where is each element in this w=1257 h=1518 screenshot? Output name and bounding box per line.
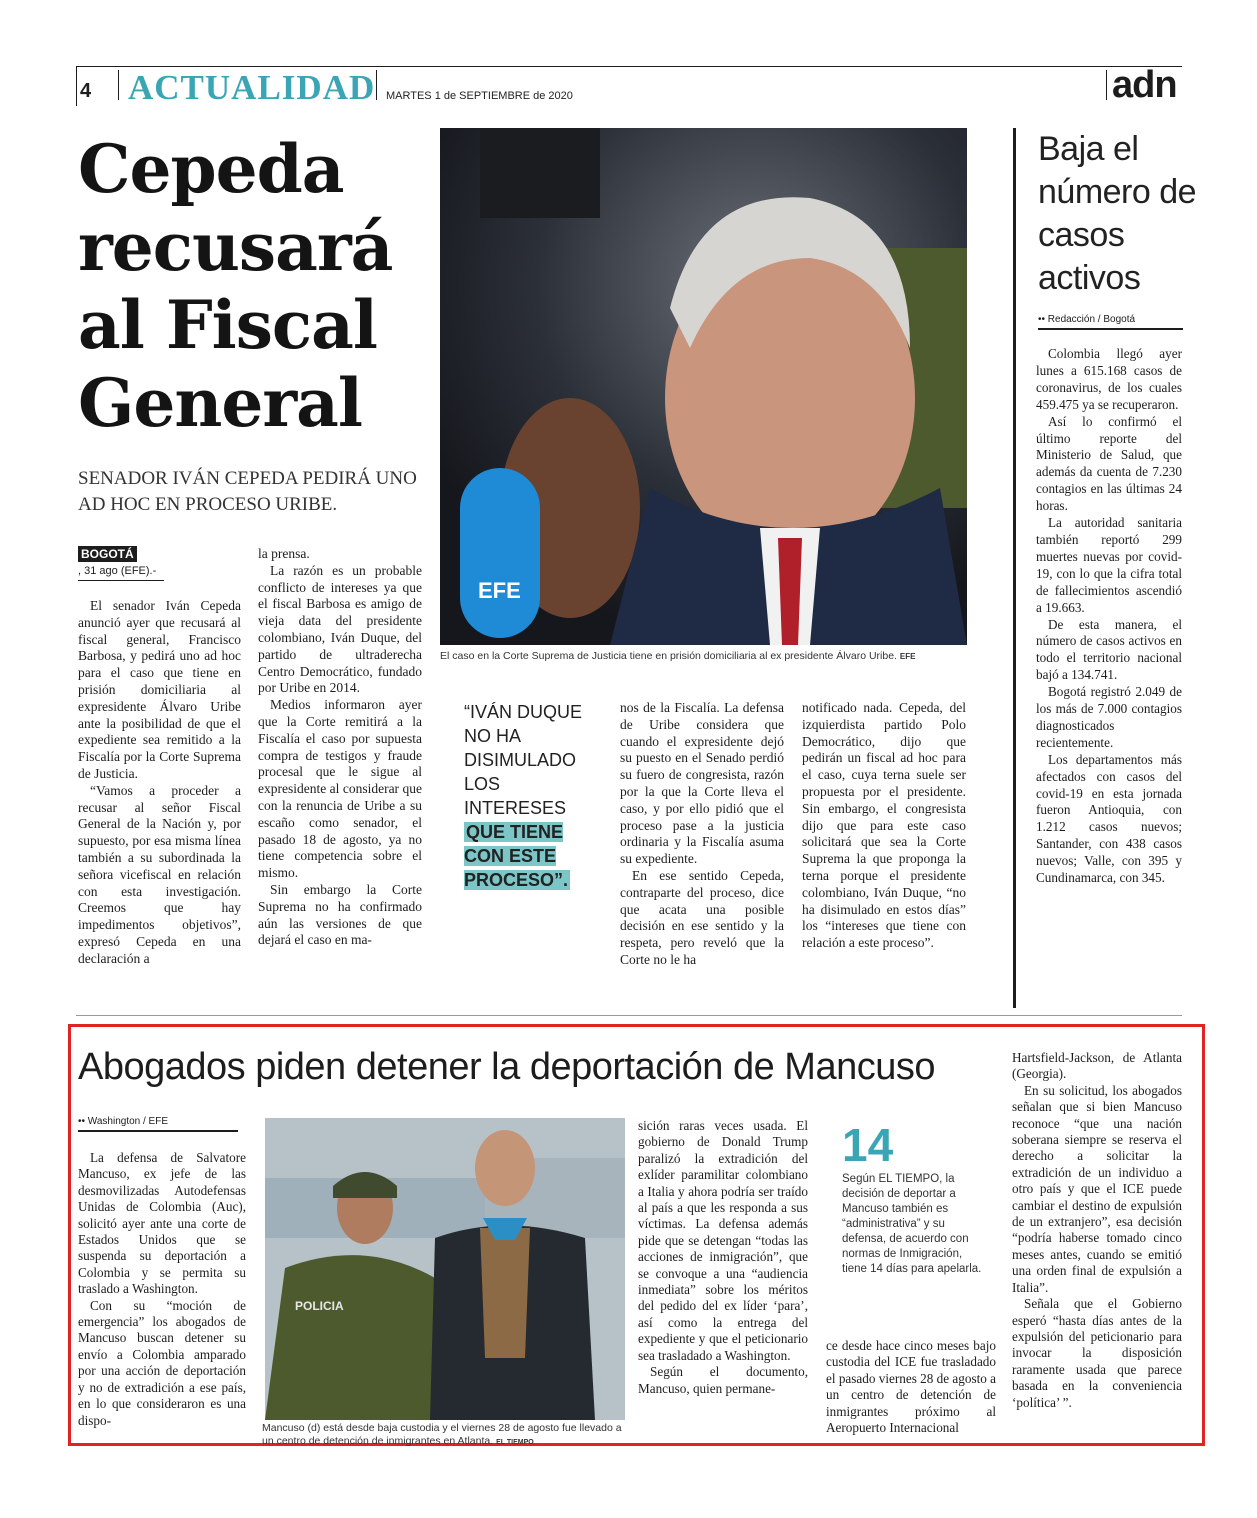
sidebar-paragraph: Bogotá registró 2.049 de los más de 7.000 contagios diagnosticados recientemente. [1036, 684, 1182, 750]
dateline: , 31 ago (EFE).- [78, 565, 157, 577]
article-paragraph: ce desde hace cinco meses bajo custodia del ICE fue trasladado el pasado viernes 28 de agosto a un centro de detención de inmigrantes próximo al Aeropuerto Internacional [826, 1338, 996, 1436]
main-column-4 [802, 700, 966, 952]
main-subheadline: SENADOR IVÁN CEPEDA PEDIRÁ UNO AD HOC EN PROCESO URIBE. [78, 468, 417, 515]
section-divider [76, 1015, 1182, 1016]
article-paragraph: Medios informaron ayer que la Corte remitirá a la Fiscalía el caso por supuesta compra de testigos y fraude procesal que le sigue al expresidente al considerar que con la renuncia de Uribe a su escaño como senador, el pasado 18 de agosto, ya no tiene competencia sobre el mismo. [258, 697, 422, 881]
main-column-1 [78, 598, 241, 968]
svg-text:POLICIA: POLICIA [295, 1299, 344, 1313]
bottom-headline: Abogados piden detener la deportación de Mancuso [78, 1046, 935, 1088]
article-paragraph: la prensa. [258, 546, 310, 561]
mancuso-photo [265, 1118, 625, 1420]
header-divider [118, 70, 119, 100]
sidebar-paragraph: De esta manera, el número de casos activos en todo el territorio nacional bajó a 134.741. [1036, 616, 1182, 683]
header-top-rule [76, 66, 1182, 67]
pull-quote-highlight: QUE TIENE CON ESTE PROCESO”. [464, 822, 569, 890]
stat-description: Según EL TIEMPO, la decisión de deportar a Mancuso también es “administrativa” y su defensa, de acuerdo con normas de Inmigración, tiene 14 días para apelarla. [842, 1173, 982, 1275]
mancuso-photo-illustration [265, 1118, 625, 1420]
dateline-rule [78, 580, 164, 581]
article-paragraph: Hartsfield-Jackson, de Atlanta (Georgia). [1012, 1050, 1182, 1082]
sidebar-headline: Baja el número de casos activos [1038, 130, 1197, 297]
article-paragraph: nos de la Fiscalía. La defensa de Uribe considera que cuando el expresidente dejó su puesto en el Senado perdió su fuero de congresista, razón por la que la Corte lleva el caso, y por ello pidió que el proceso pase a la justicia ordinaria y la Fiscalía asuma su expediente. [620, 700, 784, 867]
bottom-byline: •• Washington / EFE [78, 1116, 238, 1132]
photo-credit: EL TIEMPO [496, 1439, 534, 1446]
bottom-column-4 [1012, 1050, 1182, 1411]
article-paragraph: En su solicitud, los abogados señalan que si bien Mancuso reconoce “que una nación soberana siempre se reserva el derecho a solicitar la extradición de un individuo a otro país y que el ICE puede cambiar el destino de expulsión de un extranjero”, esa decisión “podría haberse tomado cinco meses antes, cuando se emitió una orden final de expulsión a Italia”. [1012, 1082, 1182, 1295]
article-paragraph: La razón es un probable conflicto de intereses ya que el fiscal Barbosa es amigo de vieja data del presidente colombiano, Iván Duque, del partido de ultraderecha Centro Democrático, fundado por Uribe en 2014. [258, 562, 422, 696]
sidebar-byline: •• Redacción / Bogotá [1038, 314, 1183, 330]
article-paragraph: En ese sentido Cepeda, contraparte del proceso, dice que acata una posible decisión en ese sentido y la respeta, pero reveló que la Corte no le ha [620, 867, 784, 967]
article-paragraph: La defensa de Salvatore Mancuso, ex jefe de las desmovilizadas Autodefensas Unidas de Colombia (Auc), solicitó ayer ante una corte de Estados Unidos que se suspenda su deportación a Colombia y se permita su traslado a Washington. [78, 1150, 246, 1297]
header-divider [1106, 70, 1107, 100]
bottom-column-2 [638, 1118, 808, 1397]
article-paragraph: Señala que el Gobierno esperó “hasta días antes de la expulsión del peticionario para invocar la disposición raramente usada que parece basada en la conveniencia ‘política’ ”. [1012, 1296, 1182, 1410]
sidebar-rule [1013, 128, 1016, 1008]
article-paragraph: Sin embargo la Corte Suprema no ha confirmado aún las versiones de que dejará el caso en ma- [258, 881, 422, 948]
sidebar-paragraph: La autoridad sanitaria también reportó 299 muertes nuevas por covid-19, con lo que la cifra total de fallecimientos ascendió a 19.663. [1036, 515, 1182, 615]
dateline-city: BOGOTÁ [78, 546, 137, 562]
photo-credit: EFE [899, 652, 916, 661]
header-left-rule [76, 66, 77, 106]
bottom-column-1 [78, 1150, 246, 1429]
sidebar-body [1036, 346, 1182, 887]
main-headline: Cepeda recusará al Fiscal General [78, 130, 393, 442]
article-paragraph: sición raras veces usada. El gobierno de Donald Trump paralizó la extradición del exlíder paramilitar colombiano a Italia y ahora podría ser traído al país a que les responda a sus víctimas. La defensa además pide que se detengan “todas las acciones de inmigración”, que se convoque a una “audiencia inmediata” sobre los méritos del pedido del ex líder ‘para’, así como la entrega del expediente y que el peticionario sea trasladado a Washington. [638, 1118, 808, 1363]
main-column-2 [258, 546, 422, 949]
article-paragraph: “Vamos a proceder a recusar al señor Fiscal General de la Nación y, por supuesto, por esa misma línea también a su subordinada la señora vicefiscal en relación con esta investigación. Creemos que hay impedimentos objetivos”, expresó Cepeda en una declaración a [78, 782, 241, 966]
main-column-3 [620, 700, 784, 969]
sidebar-paragraph: Colombia llegó ayer lunes a 615.168 casos de coronavirus, de los cuales 459.475 ya se recuperaron. [1036, 346, 1182, 412]
stat-number: 14 [842, 1119, 894, 1171]
bottom-column-3 [826, 1338, 996, 1436]
svg-text:EFE: EFE [478, 578, 521, 603]
uribe-photo [440, 128, 967, 645]
header-divider [376, 70, 377, 100]
sidebar-paragraph: Los departamentos más afectados con casos del covid-19 en esta jornada fueron Antioquia, con 1.212 casos nuevos; Santander, con 438 casos nuevos; Valle, con 395 y Cundinamarca, con 345. [1036, 751, 1182, 886]
article-paragraph: Según el documento, Mancuso, quien permane- [638, 1364, 808, 1396]
pull-quote-text: “IVÁN DUQUE NO HA DISIMULADO LOS INTERESES [464, 702, 583, 818]
article-paragraph: Con su “moción de emergencia” los abogados de Mancuso buscan detener su envío a Colombia amparado por una acción de deportación y no de extradición a ese país, en lo que consideraron es una dispo- [78, 1297, 246, 1428]
issue-date: MARTES 1 de SEPTIEMBRE de 2020 [386, 90, 573, 102]
sidebar-paragraph: Así lo confirmó el último reporte del Ministerio de Salud, que además da cuenta de 7.230 contagios en las últimas 24 horas. [1036, 413, 1182, 514]
uribe-photo-caption [440, 650, 970, 663]
article-paragraph: notificado nada. Cepeda, del izquierdista partido Polo Democrático, dijo que pedirán un fiscal ad hoc para el caso, cuya terna suele ser propuesta por el presidente. Sin embargo, el congresista dijo que para este caso solicitará que sea la Corte Suprema la que proponga la terna porque el presidente colombiano, Iván Duque, “no ha disimulado en estos días” los “intereses que tiene con relación a este proceso”. [802, 700, 966, 951]
page-number: 4 [80, 80, 92, 102]
uribe-photo-illustration [440, 128, 967, 645]
mancuso-photo-caption [262, 1422, 627, 1449]
pull-quote [446, 700, 596, 892]
caption-text: El caso en la Corte Suprema de Justicia tiene en prisión domiciliaria al ex presidente Álvaro Uribe. [440, 650, 897, 662]
section-title: ACTUALIDAD [128, 68, 376, 107]
article-paragraph: El senador Iván Cepeda anunció ayer que recusará al fiscal general, Francisco Barbosa, y pedirá uno ad hoc para el caso que tiene en prisión domiciliaria al expresidente Álvaro Uribe ante la posibilidad de que el expediente sea remitido a la Fiscalía por la Corte Suprema de Justicia. [78, 598, 241, 781]
brand-logo: adn [1112, 64, 1177, 106]
caption-text: Mancuso (d) está desde baja custodia y el viernes 28 de agosto fue llevado a un centro de detención de inmigrantes en Atlanta. [262, 1422, 622, 1447]
